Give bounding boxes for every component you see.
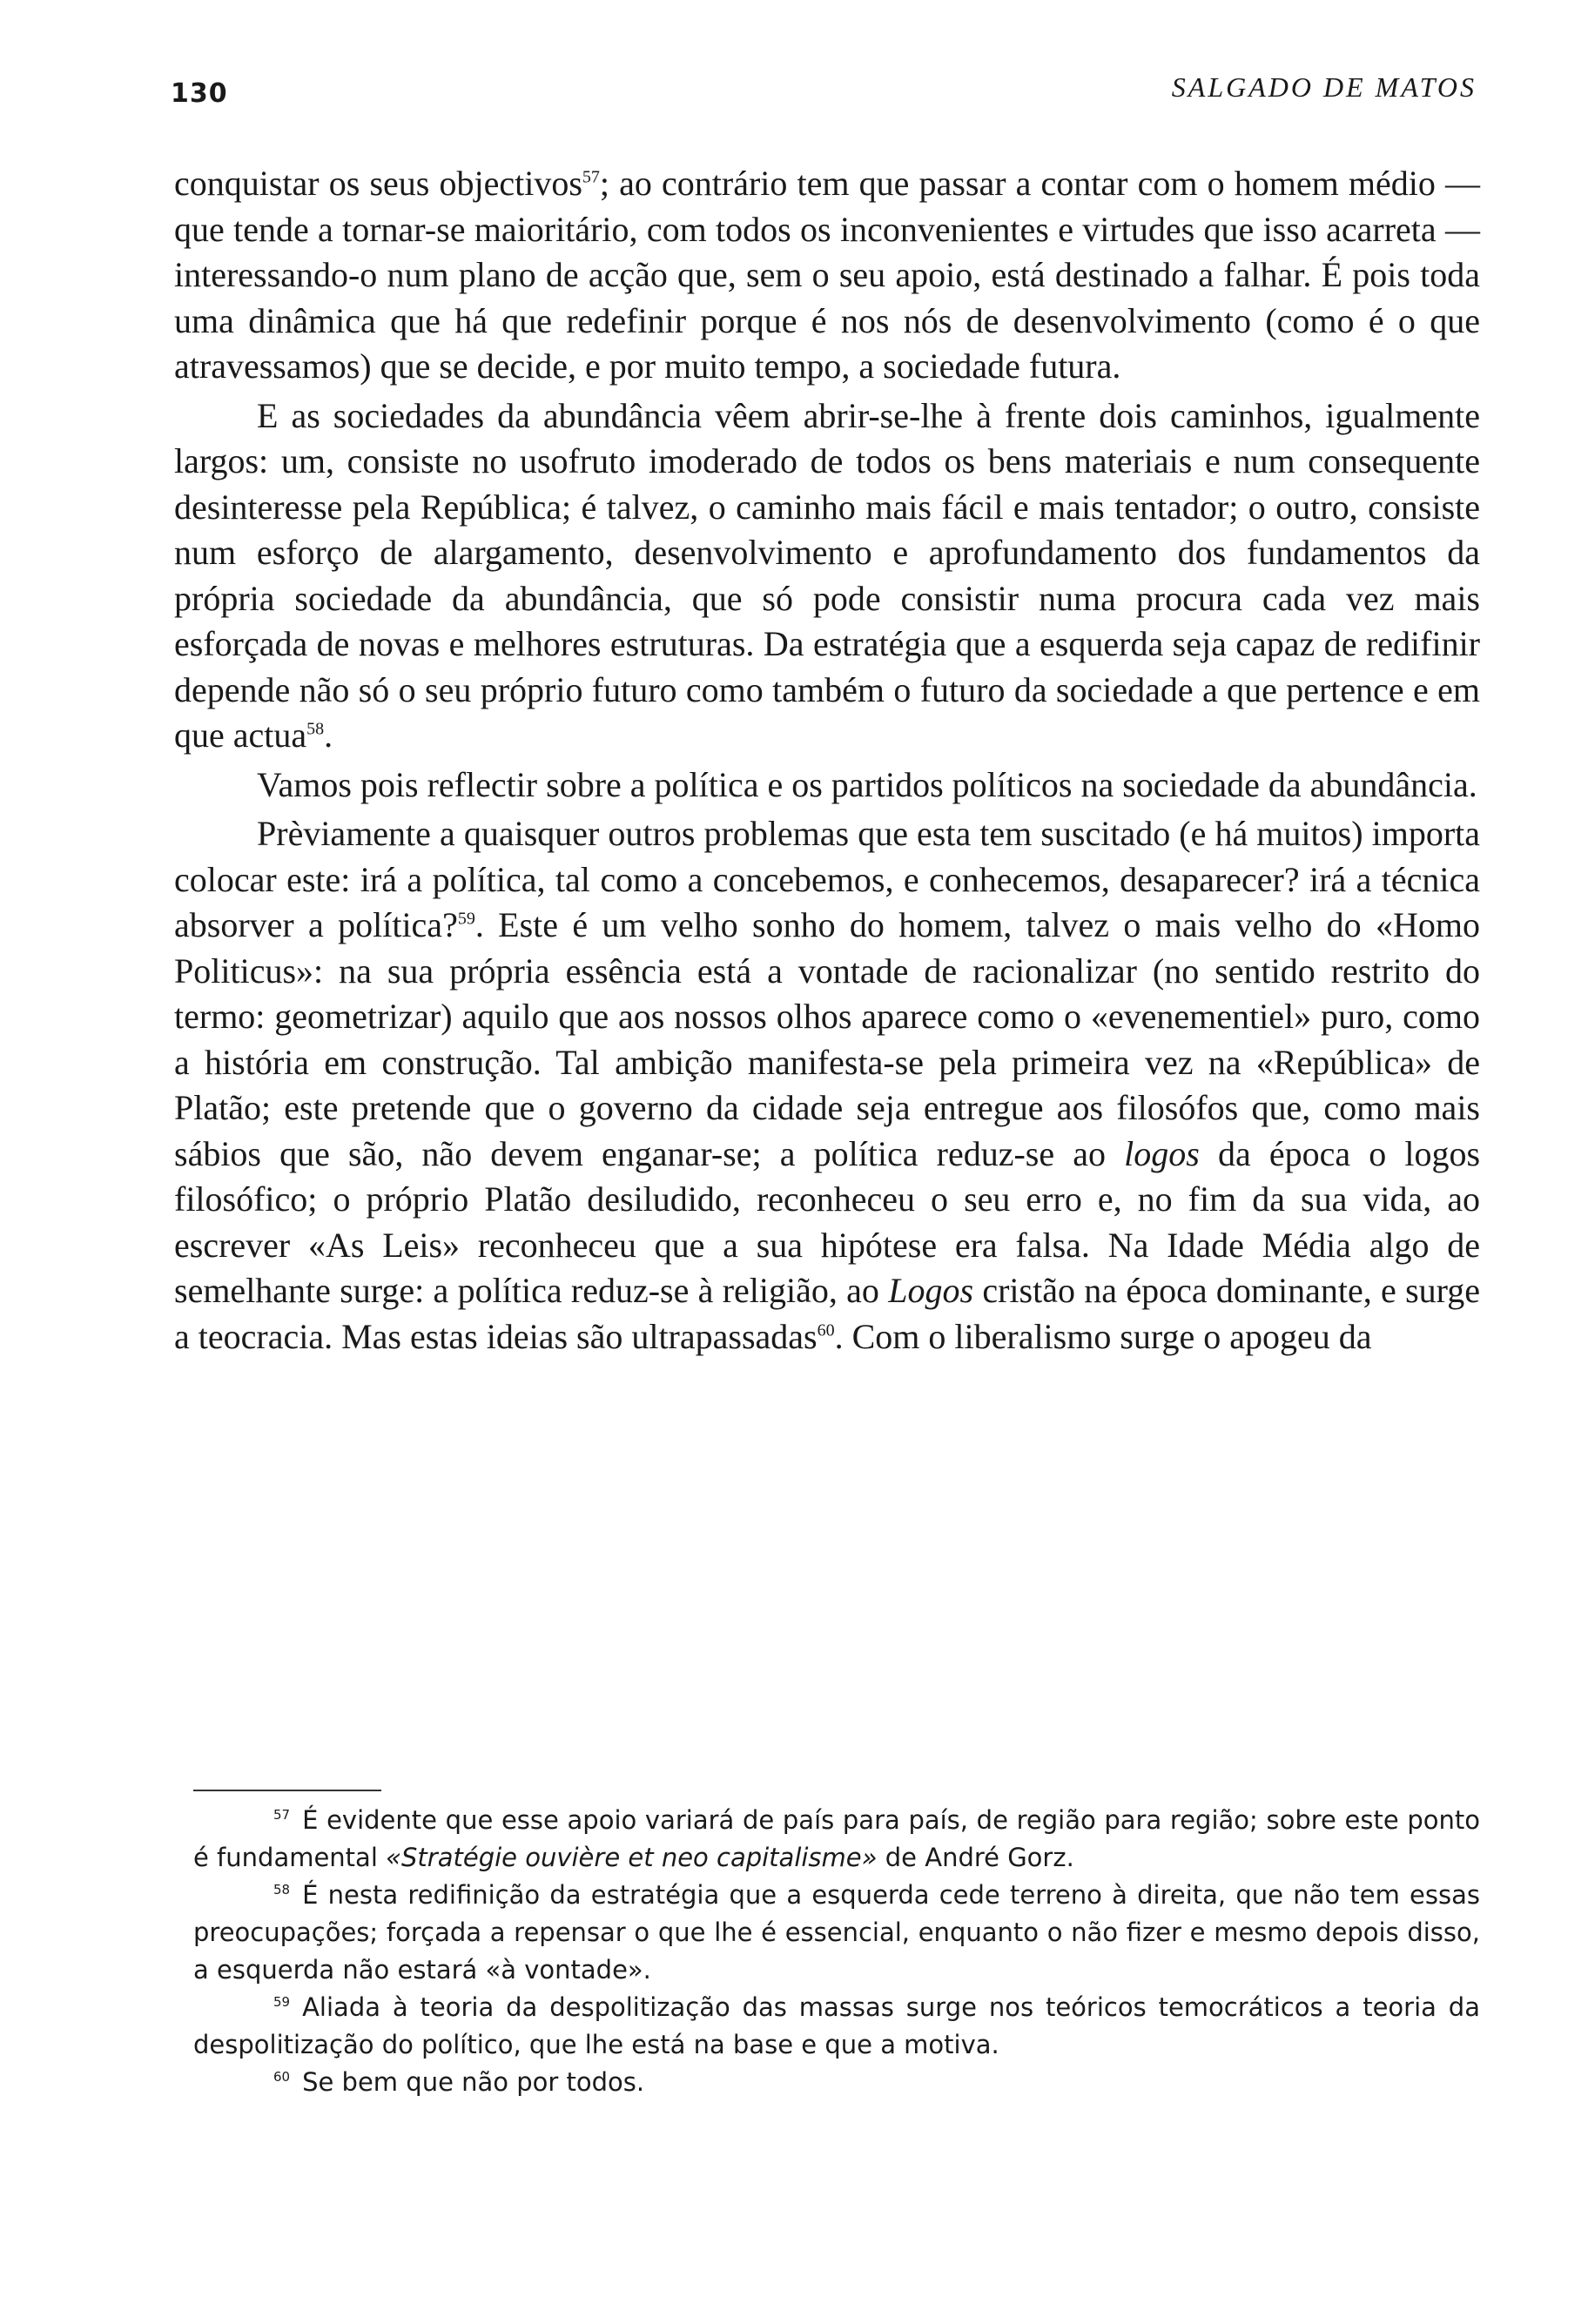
footnote-text (193, 1880, 1480, 1985)
text-run: . Este é um velho sonho do homem, talvez o mais velho do «Homo Politicus»: na sua própria essência está a vontade de racionalizar (no sentido restrito do termo: geometrizar) aquilo que aos nossos olhos aparece como o «evenementiel» puro, como a história em construção. Tal ambição manifesta-se pela primeira vez na «República» de Platão; este pretende que o governo da cidade seja entregue aos filosófos que, como mais sábios que são, não devem enganar-se; a política reduz-se ao (174, 905, 1480, 1173)
text-run: É evidente que esse apoio variará de país para país, de região para região; sobre este ponto é fundamental (193, 1805, 1480, 1872)
text-run: de André Gorz. (877, 1843, 1074, 1872)
text-run: . Com o liberalismo surge o apogeu da (834, 1316, 1372, 1356)
running-head (171, 70, 1477, 113)
text-run: ; ao contrário tem que passar a contar com o homem médio — que tende a tornar-se maioritário, com todos os inconvenientes e virtudes que isso acarreta — interessando-o num plano de acção que, sem o seu apoio, está destinado a falhar. É pois toda uma dinâmica que há que redefinir porque é nos nós de desenvolvimento (como é o que atravessamos) que se decide, e por muito tempo, a sociedade futura. (174, 164, 1480, 386)
paragraph-3 (174, 762, 1480, 809)
footnote-text (193, 1992, 1480, 2059)
text-run: cristão na época dominante, e surge a teocracia. Mas estas ideias são ultrapassadas (174, 1271, 1481, 1356)
footnote-number: 58 (273, 1882, 291, 1898)
running-title: SALGADO DE MATOS (1171, 71, 1477, 103)
page-number: 130 (171, 78, 228, 109)
text-run: Se bem que não por todos. (302, 2067, 645, 2097)
main-text (174, 161, 1480, 1360)
text-run: . (324, 715, 333, 755)
footnote-number: 57 (273, 1807, 291, 1824)
text-run: E as sociedades da abundância vêem abrir-se-lhe à frente dois caminhos, igualmente largos: um, consiste no usofruto imoderado de todos os bens materiais e num consequente desinteresse pela República; é talvez, o caminho mais fácil e mais tentador; o outro, consiste num esforço de alargamento, desenvolvimento e aprofundamento dos fundamentos da própria sociedade da abundância, que só pode consistir numa procura cada vez mais esforçada de novas e melhores estruturas. Da estratégia que a esquerda seja capaz de redifinir depende não só o seu próprio futuro como também o futuro da sociedade a que pertence e em que actua (174, 395, 1480, 755)
text-run: conquistar os seus objectivos (174, 164, 582, 203)
text-run: Aliada à teoria da despolitização das massas surge nos teóricos temocráticos a teoria da despolitização do político, que lhe está na base e que a motiva. (193, 1992, 1480, 2059)
footnote-58 (193, 1877, 1480, 1989)
text-run: É nesta redifinição da estratégia que a esquerda cede terreno à direita, que não tem essas preocupações; forçada a repensar o que lhe é essencial, enquanto o não fizer e mesmo depois disso, a esquerda não estará «à vontade». (193, 1880, 1480, 1985)
text-run: Vamos pois reflectir sobre a política e os partidos políticos na sociedade da abundância. (257, 764, 1477, 804)
footnote-divider (193, 1790, 381, 1791)
italic-run: Logos (888, 1271, 974, 1310)
footnotes (193, 1802, 1480, 2101)
footnote-59 (193, 1989, 1480, 2064)
footnote-number: 59 (273, 1994, 291, 2011)
footnote-reference: 58 (306, 719, 325, 739)
text-run: Prèviamente a quaisquer outros problemas que esta tem suscitado (e há muitos) importa colocar este: irá a política, tal como a concebemos, e conhecemos, desaparecer? irá a técnica absorver a política? (174, 814, 1480, 944)
footnote-number: 60 (273, 2069, 291, 2086)
footnote-reference: 57 (582, 167, 600, 187)
paragraph-2 (174, 393, 1480, 759)
footnote-text (193, 1805, 1480, 1872)
footnote-reference: 60 (817, 1320, 835, 1340)
text-run: da época o logos filosófico; o próprio Platão desiludido, reconheceu o seu erro e, no fim da sua vida, ao escrever «As Leis» reconheceu que a sua hipótese era falsa. Na Idade Média algo de semelhante surge: a política reduz-se à religião, ao (174, 1133, 1481, 1310)
italic-run: «Stratégie ouvière et neo capitalisme» (386, 1843, 878, 1872)
footnote-reference: 59 (457, 909, 475, 929)
footnote-57 (193, 1802, 1480, 1877)
italic-run: logos (1124, 1133, 1200, 1173)
footnote-text (302, 2067, 644, 2097)
footnote-60 (193, 2064, 1480, 2101)
paragraph-4 (174, 811, 1480, 1360)
paragraph-1 (174, 161, 1480, 390)
